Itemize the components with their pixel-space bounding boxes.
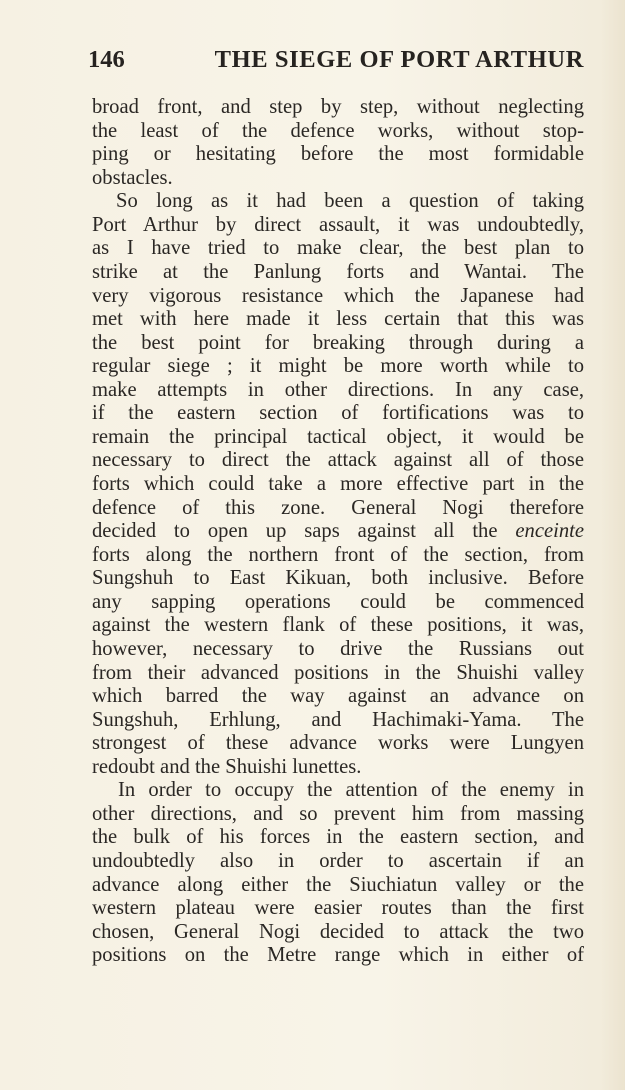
text-line: from their advanced positions in the Shuishi valley xyxy=(92,661,584,684)
text-line: against the western flank of these positions, it was, xyxy=(92,614,584,637)
text-line: any sapping operations could be commenced xyxy=(92,590,584,613)
text-line: In order to occupy the attention of the enemy in xyxy=(118,779,584,802)
text-line: which barred the way against an advance on xyxy=(92,685,584,708)
italic-term: enceinte xyxy=(515,520,584,543)
text-line: other directions, and so prevent him from massing xyxy=(92,802,584,825)
text-line: positions on the Metre range which in either of xyxy=(92,944,584,967)
body-text xyxy=(92,96,584,968)
text-line: So long as it had been a question of taking xyxy=(116,190,584,213)
running-title: THE SIEGE OF PORT ARTHUR xyxy=(214,46,584,73)
text-line: Port Arthur by direct assault, it was undoubtedly, xyxy=(92,213,584,236)
text-line: remain the principal tactical object, it would be xyxy=(92,425,584,448)
text-line: however, necessary to drive the Russians out xyxy=(92,637,584,660)
text-line: redoubt and the Shuishi lunettes. xyxy=(92,755,362,778)
text-line xyxy=(92,520,584,544)
text-line: very vigorous resistance which the Japanese had xyxy=(92,284,584,307)
text-line: Sungshuh, Erhlung, and Hachimaki-Yama. The xyxy=(92,708,584,731)
text-line: if the eastern section of fortifications was to xyxy=(92,402,584,425)
text-line: ping or hesitating before the most formidable xyxy=(92,143,584,166)
text-line: western plateau were easier routes than the first xyxy=(92,897,584,920)
text-line: strongest of these advance works were Lungyen xyxy=(92,732,584,755)
text-line: broad front, and step by step, without neglecting xyxy=(92,96,584,118)
text-line: chosen, General Nogi decided to attack the two xyxy=(92,920,584,943)
text-line: the bulk of his forces in the eastern section, and xyxy=(92,826,584,849)
text-line: necessary to direct the attack against all of those xyxy=(92,449,584,472)
text-line: obstacles. xyxy=(92,166,173,189)
text-line: forts along the northern front of the section, from xyxy=(92,543,584,566)
text-segment: decided to open up saps against all the xyxy=(92,520,516,543)
text-line: the best point for breaking through during a xyxy=(92,331,584,354)
page-header xyxy=(88,46,584,80)
text-line: undoubtedly also in order to ascertain if an xyxy=(92,850,584,872)
text-line: defence of this zone. General Nogi therefore xyxy=(92,496,584,519)
text-line: regular siege ; it might be more worth while to xyxy=(92,355,584,378)
page-number: 146 xyxy=(88,46,125,73)
text-line: make attempts in other directions. In any case, xyxy=(92,378,584,401)
text-line: forts which could take a more effective part in the xyxy=(92,473,584,495)
text-line: the least of the defence works, without stop- xyxy=(92,119,584,142)
text-line: met with here made it less certain that this was xyxy=(92,308,584,331)
text-line: advance along either the Siuchiatun valley or the xyxy=(92,873,584,896)
text-line: strike at the Panlung forts and Wantai. The xyxy=(92,260,584,283)
text-line: Sungshuh to East Kikuan, both inclusive. Before xyxy=(92,567,584,590)
text-line: as I have tried to make clear, the best plan to xyxy=(92,237,584,260)
